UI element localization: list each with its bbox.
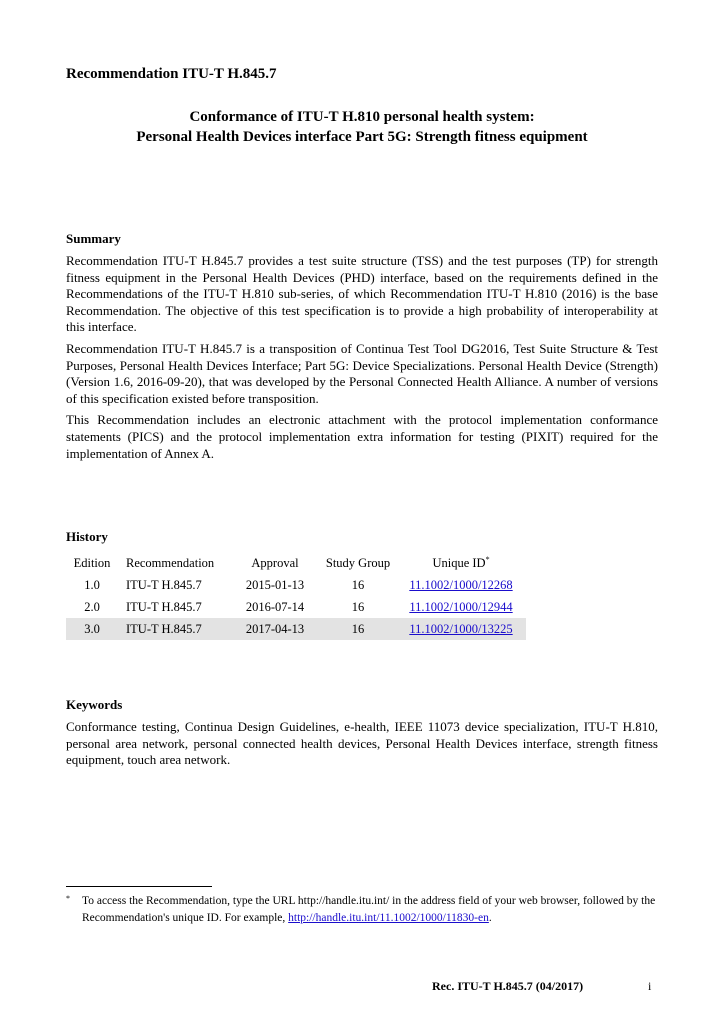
footnote-text: To access the Recommendation, type the URL http://handle.itu.int/ in the address field of your web browser, followed by the Recommendation's unique ID. For example, http://handle.itu.int/11.1002/1000/11830-en. [82, 895, 656, 924]
history-header-row [66, 552, 526, 574]
cell-approval: 2017-04-13 [230, 618, 320, 640]
cell-approval: 2015-01-13 [245, 577, 305, 592]
table-row [66, 574, 526, 596]
col-header-unique-id: Unique ID* [432, 554, 490, 570]
document-id: Recommendation ITU-T H.845.7 [66, 66, 277, 82]
title-line-2: Personal Health Devices interface Part 5G: Strength fitness equipment [136, 129, 588, 145]
cell-recommendation: ITU-T H.845.7 [118, 618, 230, 640]
cell-edition: 3.0 [66, 618, 118, 640]
cell-study-group: 16 [351, 599, 365, 614]
col-header-edition: Edition [73, 555, 111, 570]
cell-unique-id [396, 574, 526, 596]
col-header-recommendation: Recommendation [126, 555, 215, 570]
unique-id-link[interactable]: 11.1002/1000/12268 [409, 577, 513, 592]
cell-recommendation: ITU-T H.845.7 [126, 577, 202, 592]
keywords-heading: Keywords [66, 697, 123, 712]
page-number: i [648, 979, 652, 993]
cell-recommendation: ITU-T H.845.7 [126, 599, 202, 614]
footnote-divider [66, 886, 212, 887]
cell-unique-id [396, 618, 526, 640]
summary-paragraph: This Recommendation includes an electronic attachment with the protocol implementation conformance statements (PICS) and the protocol implementation extra information for testing (PIXIT) required for the implementation of Annex A. [66, 412, 658, 461]
cell-study-group: 16 [320, 618, 396, 640]
footnote-example-link[interactable]: http://handle.itu.int/11.1002/1000/11830-en [288, 912, 489, 924]
col-header-approval: Approval [251, 555, 299, 570]
footnote-marker: * [66, 894, 70, 903]
keywords-body [66, 719, 658, 774]
footnote [66, 893, 658, 927]
footnote-reference: * [485, 554, 490, 564]
table-row-current [66, 618, 526, 640]
cell-study-group: 16 [351, 577, 365, 592]
summary-heading: Summary [66, 231, 121, 246]
cell-unique-id [396, 596, 526, 618]
keywords-text: Conformance testing, Continua Design Guidelines, e-health, IEEE 11073 device specialization, ITU-T H.810, personal area network, personal connected health devices, Personal Health Devices interface, strength fitness equipment, touch area network. [66, 719, 658, 768]
history-table [66, 552, 526, 640]
cell-edition: 2.0 [84, 599, 100, 614]
title-line-1: Conformance of ITU-T H.810 personal health system: [189, 109, 535, 125]
document-title [40, 107, 684, 147]
cell-edition: 1.0 [84, 577, 100, 592]
summary-body [66, 253, 658, 467]
col-header-study-group: Study Group [325, 555, 391, 570]
unique-id-link[interactable]: 11.1002/1000/12944 [409, 599, 513, 614]
cell-approval: 2016-07-14 [245, 599, 305, 614]
footer-reference: Rec. ITU-T H.845.7 (04/2017) [432, 979, 584, 993]
unique-id-link[interactable]: 11.1002/1000/13225 [409, 621, 513, 636]
table-row [66, 596, 526, 618]
summary-paragraph: Recommendation ITU-T H.845.7 provides a test suite structure (TSS) and the test purposes (TP) for strength fitness equipment in the Personal Health Devices (PHD) interface, based on the requirements defined in the Recommendations of the ITU-T H.810 sub-series, of which Recommendation ITU-T H.810 (2016) is the base Recommendation. The objective of this test specification is to provide a high probability of interoperability at this interface. [66, 253, 658, 335]
history-heading: History [66, 529, 108, 544]
summary-paragraph: Recommendation ITU-T H.845.7 is a transposition of Continua Test Tool DG2016, Test Suite Structure & Test Purposes, Personal Health Devices Interface; Part 5G: Device Specializations. Personal Health Device (Strength) (Version 1.6, 2016-09-20), that was developed by the Personal Connected Health Alliance. A number of versions of this specification existed before transposition. [66, 340, 658, 406]
